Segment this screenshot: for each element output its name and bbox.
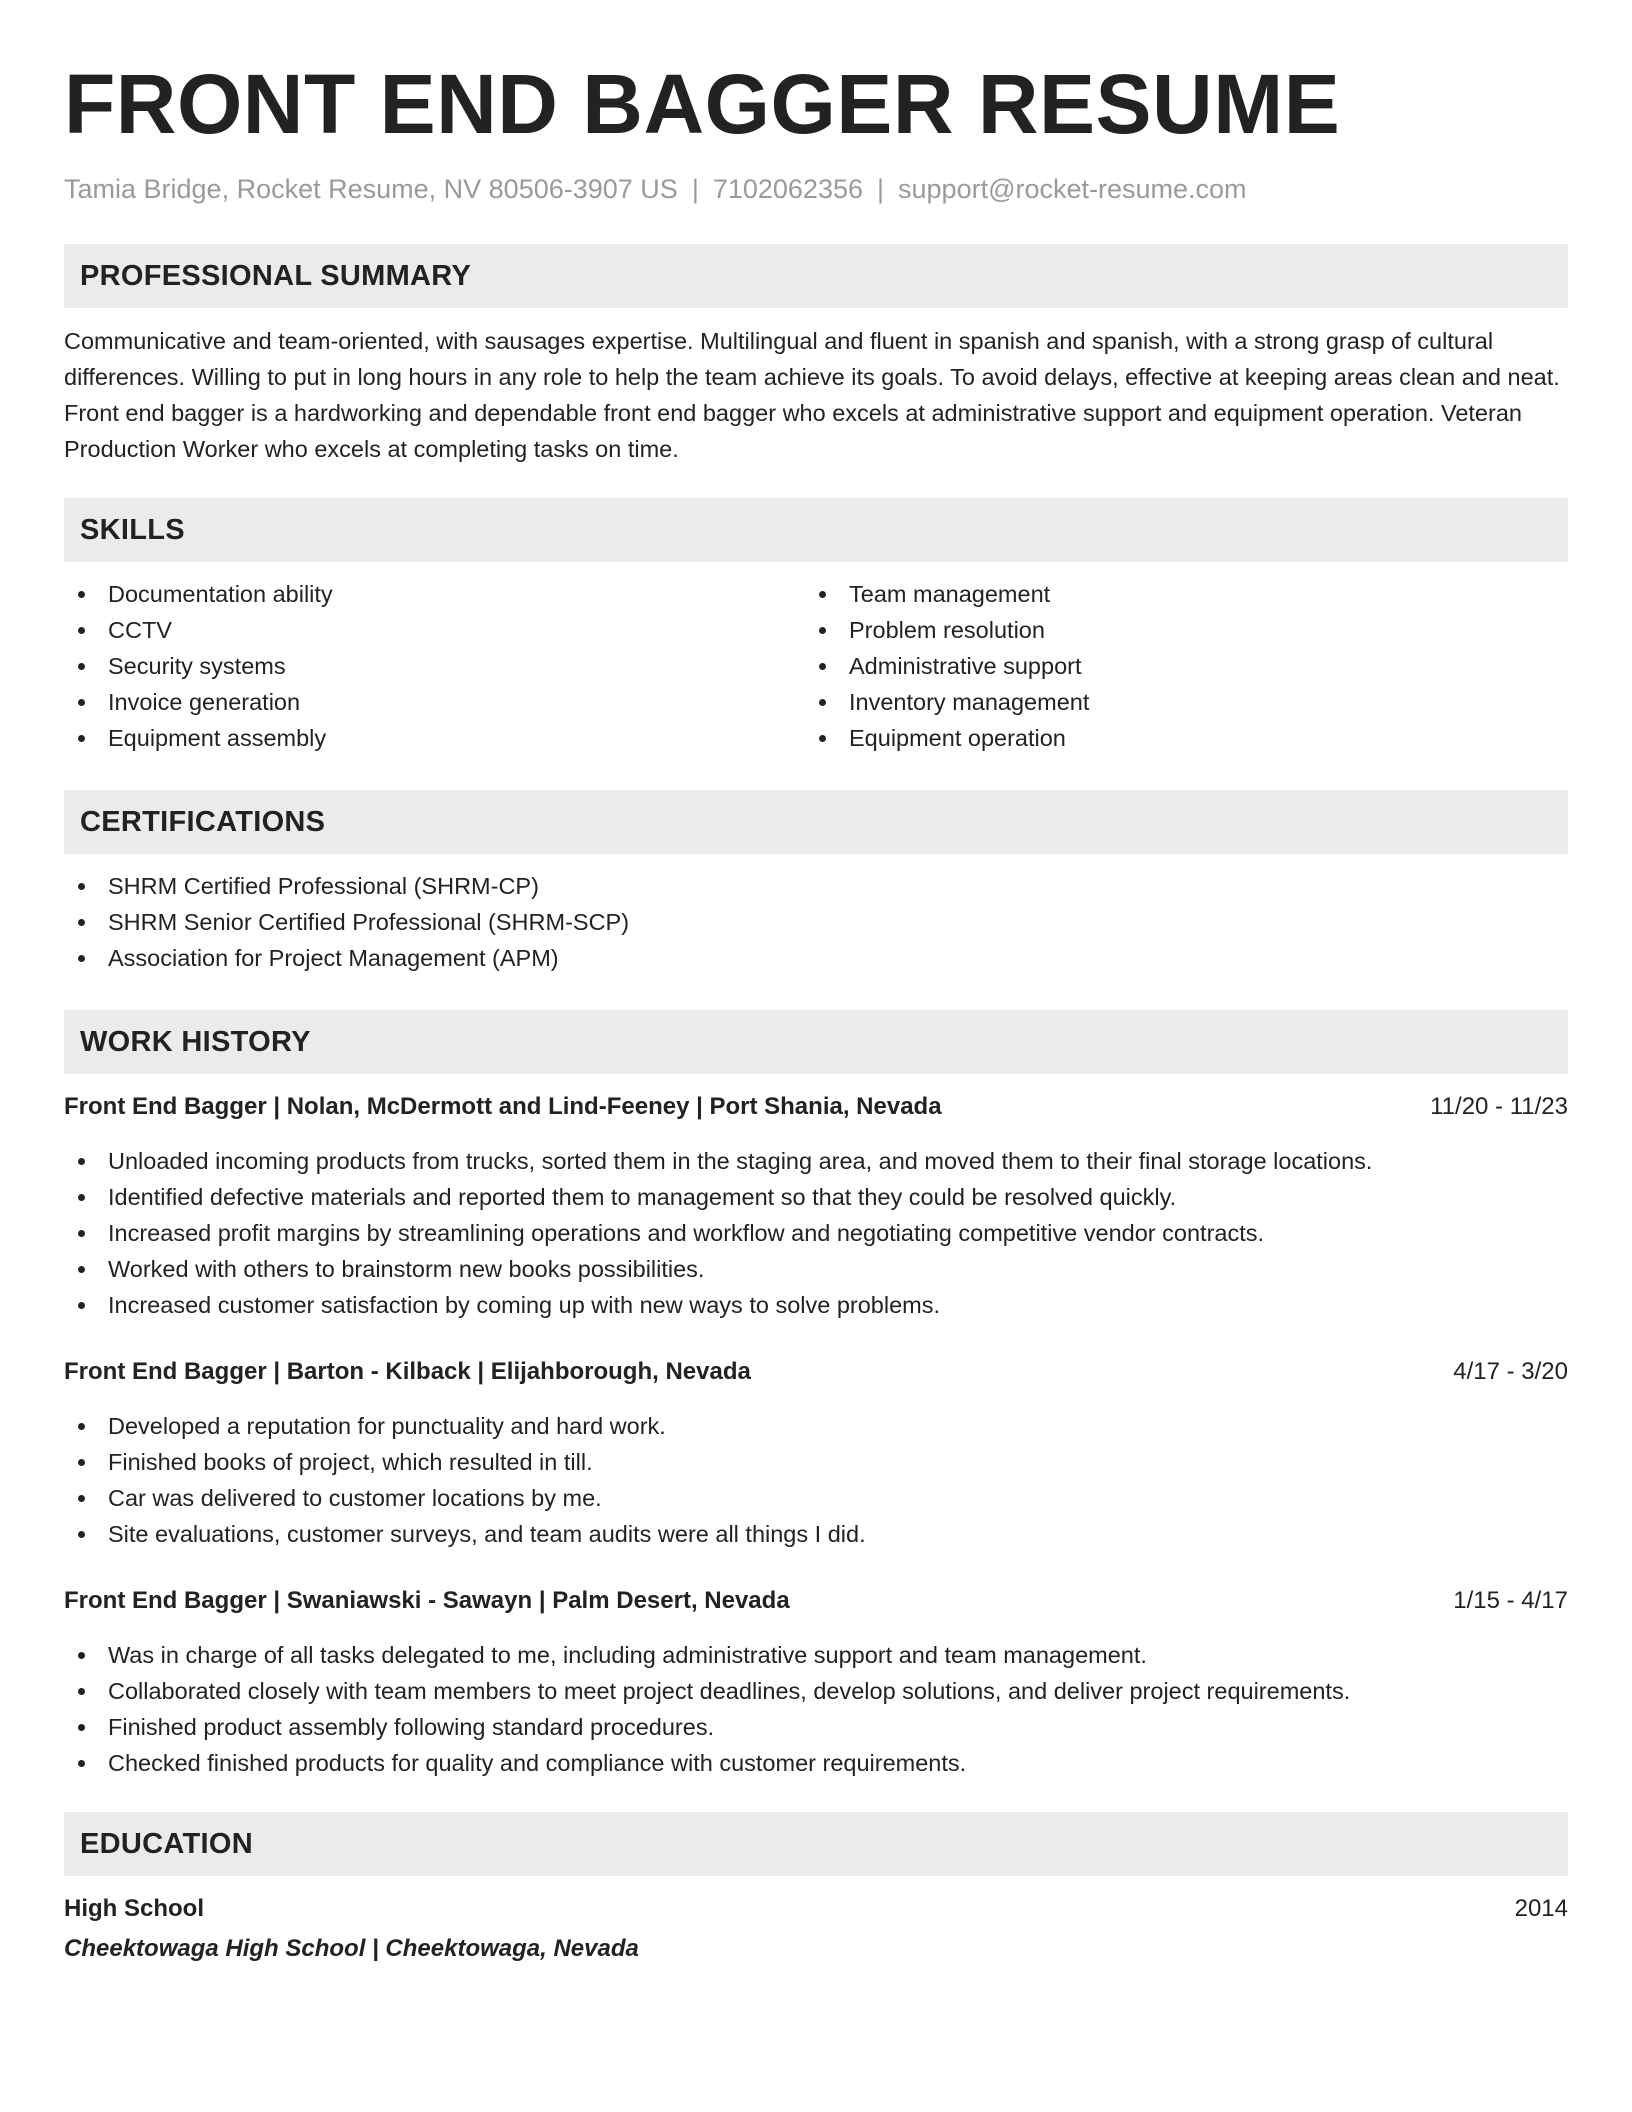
bullet-icon xyxy=(819,699,826,706)
job-header xyxy=(64,1090,1568,1124)
job-duties-list xyxy=(64,1637,1568,1781)
job-duty: Finished books of project, which resulted in till. xyxy=(64,1444,1568,1480)
certification-item: Association for Project Management (APM) xyxy=(64,940,1568,976)
section-header-certifications: CERTIFICATIONS xyxy=(64,790,1568,854)
skill-item: Problem resolution xyxy=(805,612,1546,648)
bullet-icon xyxy=(78,1302,85,1309)
bullet-icon xyxy=(78,1423,85,1430)
contact-phone: 7102062356 xyxy=(712,174,863,204)
bullet-icon xyxy=(78,591,85,598)
bullet-icon xyxy=(819,663,826,670)
education-degree: High School xyxy=(64,1895,204,1922)
job-duty: Collaborated closely with team members to meet project deadlines, develop solutions, and deliver project requirements. xyxy=(64,1673,1568,1709)
bullet-icon xyxy=(78,1652,85,1659)
bullet-icon xyxy=(78,1230,85,1237)
bullet-icon xyxy=(78,1495,85,1502)
bullet-icon xyxy=(78,1194,85,1201)
job-duty: Car was delivered to customer locations by me. xyxy=(64,1480,1568,1516)
contact-line xyxy=(64,172,1568,206)
job-duty: Increased customer satisfaction by coming up with new ways to solve problems. xyxy=(64,1287,1568,1323)
job-duty: Site evaluations, customer surveys, and team audits were all things I did. xyxy=(64,1516,1568,1552)
skill-item: CCTV xyxy=(64,612,805,648)
section-header-work-history: WORK HISTORY xyxy=(64,1010,1568,1074)
job-entry xyxy=(64,1090,1568,1323)
education-entry xyxy=(64,1892,1568,1966)
job-duty: Increased profit margins by streamlining operations and workflow and negotiating competitive vendor contracts. xyxy=(64,1215,1568,1251)
bullet-icon xyxy=(78,1459,85,1466)
education-year: 2014 xyxy=(1514,1895,1568,1922)
contact-address: Tamia Bridge, Rocket Resume, NV 80506-3907 US xyxy=(64,174,678,204)
skill-item: Equipment operation xyxy=(805,720,1546,756)
bullet-icon xyxy=(78,699,85,706)
job-title: Front End Bagger | Swaniawski - Sawayn | Palm Desert, Nevada xyxy=(64,1587,790,1614)
job-dates: 1/15 - 4/17 xyxy=(1453,1587,1568,1614)
job-duties-list xyxy=(64,1143,1568,1323)
certification-item: SHRM Senior Certified Professional (SHRM-SCP) xyxy=(64,904,1568,940)
job-duty: Worked with others to brainstorm new books possibilities. xyxy=(64,1251,1568,1287)
job-duty: Was in charge of all tasks delegated to me, including administrative support and team management. xyxy=(64,1637,1568,1673)
job-duty: Developed a reputation for punctuality and hard work. xyxy=(64,1408,1568,1444)
skill-item: Security systems xyxy=(64,648,805,684)
skill-item: Documentation ability xyxy=(64,576,805,612)
job-duty: Finished product assembly following standard procedures. xyxy=(64,1709,1568,1745)
bullet-icon xyxy=(78,883,85,890)
bullet-icon xyxy=(78,955,85,962)
bullet-icon xyxy=(78,919,85,926)
job-duty: Unloaded incoming products from trucks, sorted them in the staging area, and moved them to their final storage locations. xyxy=(64,1143,1568,1179)
bullet-icon xyxy=(78,1158,85,1165)
certification-item: SHRM Certified Professional (SHRM-CP) xyxy=(64,868,1568,904)
job-entry xyxy=(64,1355,1568,1552)
education-school: Cheektowaga High School | Cheektowaga, Nevada xyxy=(64,1935,639,1962)
skill-item: Inventory management xyxy=(805,684,1546,720)
bullet-icon xyxy=(78,663,85,670)
bullet-icon xyxy=(819,591,826,598)
contact-separator: | xyxy=(877,174,885,204)
job-dates: 4/17 - 3/20 xyxy=(1453,1358,1568,1385)
job-duty: Identified defective materials and reported them to management so that they could be resolved quickly. xyxy=(64,1179,1568,1215)
job-duty: Checked finished products for quality and compliance with customer requirements. xyxy=(64,1745,1568,1781)
section-header-education: EDUCATION xyxy=(64,1812,1568,1876)
bullet-icon xyxy=(819,735,826,742)
skill-item: Equipment assembly xyxy=(64,720,805,756)
skill-item: Team management xyxy=(805,576,1546,612)
skill-item: Invoice generation xyxy=(64,684,805,720)
skills-column-left xyxy=(64,576,805,756)
bullet-icon xyxy=(78,735,85,742)
job-header xyxy=(64,1584,1568,1618)
section-header-summary: PROFESSIONAL SUMMARY xyxy=(64,244,1568,308)
resume-title: FRONT END BAGGER RESUME xyxy=(64,57,1341,151)
bullet-icon xyxy=(78,1531,85,1538)
contact-separator: | xyxy=(691,174,699,204)
skills-list xyxy=(64,576,1568,756)
job-duties-list xyxy=(64,1408,1568,1552)
job-title: Front End Bagger | Nolan, McDermott and Lind-Feeney | Port Shania, Nevada xyxy=(64,1093,942,1120)
bullet-icon xyxy=(78,627,85,634)
section-header-skills: SKILLS xyxy=(64,498,1568,562)
job-dates: 11/20 - 11/23 xyxy=(1430,1093,1568,1120)
job-title: Front End Bagger | Barton - Kilback | Elijahborough, Nevada xyxy=(64,1358,751,1385)
summary-text: Communicative and team-oriented, with sausages expertise. Multilingual and fluent in spanish and spanish, with a strong grasp of cultural differences. Willing to put in long hours in any role to help the team achieve its goals. To avoid delays, effective at keeping areas clean and neat. Front end bagger is a hardworking and dependable front end bagger who excels at administrative support and equipment operation. Veteran Production Worker who excels at completing tasks on time. xyxy=(64,328,1560,462)
job-header xyxy=(64,1355,1568,1389)
job-entry xyxy=(64,1584,1568,1781)
bullet-icon xyxy=(78,1760,85,1767)
education-header xyxy=(64,1892,1568,1926)
bullet-icon xyxy=(819,627,826,634)
bullet-icon xyxy=(78,1266,85,1273)
certifications-list xyxy=(64,868,1568,976)
bullet-icon xyxy=(78,1724,85,1731)
skills-column-right xyxy=(805,576,1546,756)
contact-email: support@rocket-resume.com xyxy=(898,174,1247,204)
bullet-icon xyxy=(78,1688,85,1695)
skill-item: Administrative support xyxy=(805,648,1546,684)
